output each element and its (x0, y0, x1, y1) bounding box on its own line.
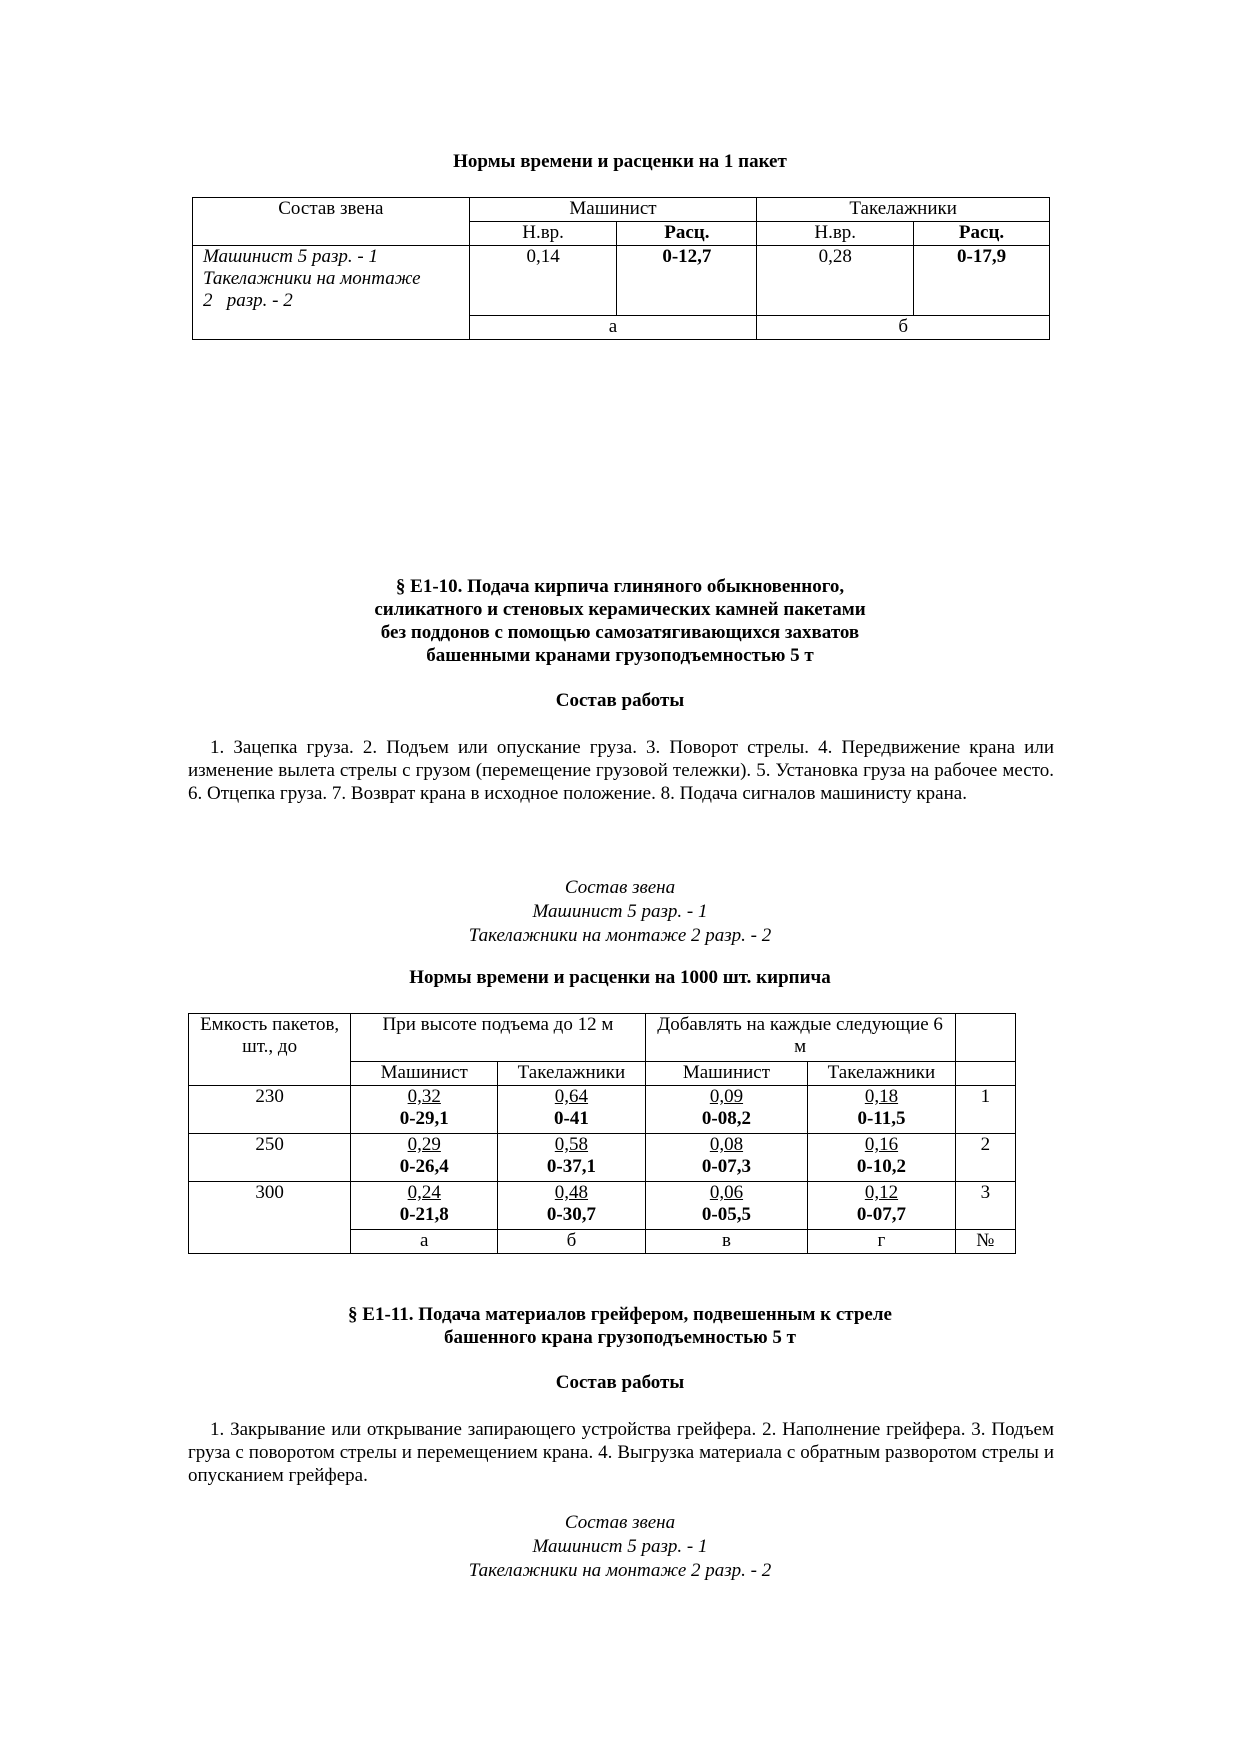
column-letter: б (498, 1230, 645, 1254)
col-header-rasc: Расц. (914, 222, 1050, 246)
work-text-paragraph: 1. Закрывание или открывание запирающего устройства грейфера. 2. Наполнение грейфера. 3. Подъем груза с поворотом стрелы и перемещением крана. 4. Выгрузка материала с обратным разворотом стрелы и опусканием грейфера. (188, 1419, 1054, 1486)
norms-table-1 (192, 197, 1050, 340)
column-letter: № (955, 1230, 1015, 1254)
table2-title: Нормы времени и расценки на 1000 шт. кирпича (409, 967, 831, 988)
title-line: башенными кранами грузоподъемностью 5 т (426, 645, 814, 666)
norm-time: 0,64 (554, 1086, 589, 1107)
norm-time: 0,58 (554, 1134, 589, 1155)
value-cell (808, 1086, 955, 1134)
norm-time: 0,32 (407, 1086, 441, 1107)
work-text-paragraph: 1. Зацепка груза. 2. Подъем или опускание груза. 3. Поворот стрелы. 4. Передвижение крана или изменение вылета стрелы с грузом (перемещение грузовой тележки). 5. Установка груза на рабочее место. 6. Отцепка груза. 7. Возврат крана в исходное положение. 8. Подача сигналов машинисту крана. (188, 737, 1054, 804)
norm-time: 0,08 (709, 1134, 744, 1155)
value-cell (808, 1182, 955, 1230)
crew-composition (0, 876, 1240, 948)
value-cell (351, 1182, 498, 1230)
col-header-crew: Состав звена (193, 198, 470, 246)
col-header-nvr: Н.вр. (757, 222, 914, 246)
rate: 0-07,3 (701, 1156, 751, 1177)
crew-line: Такелажники на монтаже 2 разр. - 2 (468, 1560, 772, 1581)
row-number: 1 (955, 1086, 1015, 1134)
col-header-capacity: Емкость пакетов, шт., до (189, 1014, 351, 1086)
table1-title: Нормы времени и расценки на 1 пакет (453, 151, 787, 172)
crew-line: Машинист 5 разр. - 1 (203, 246, 378, 267)
crew-line: Такелажники на монтаже (203, 268, 421, 289)
rate: 0-30,7 (546, 1204, 596, 1225)
value-cell (498, 1134, 645, 1182)
machinist-rasc: 0-12,7 (617, 246, 757, 316)
norm-time: 0,29 (407, 1134, 441, 1155)
column-letter: в (645, 1230, 808, 1254)
col-header-height: При высоте подъема до 12 м (351, 1014, 645, 1062)
column-letter-b: б (757, 316, 1050, 340)
work-composition-text (188, 736, 1054, 805)
title-line: без поддонов с помощью самозатягивающихся захватов (380, 622, 860, 643)
norms-table-2 (188, 1013, 1016, 1254)
work-composition-heading: Состав работы (555, 1372, 685, 1393)
rate: 0-05,5 (701, 1204, 751, 1225)
norm-time: 0,48 (554, 1182, 589, 1203)
column-letter-a: а (469, 316, 757, 340)
column-letter: а (351, 1230, 498, 1254)
rate: 0-08,2 (701, 1108, 751, 1129)
crew-heading: Состав звена (564, 1512, 676, 1533)
crew-cell (193, 246, 470, 340)
col-header-empty (955, 1062, 1015, 1086)
norm-time: 0,12 (864, 1182, 899, 1203)
machinist-nvr: 0,14 (469, 246, 617, 316)
table-row (189, 1134, 1016, 1182)
value-cell (351, 1134, 498, 1182)
crew-line: Машинист 5 разр. - 1 (532, 1536, 708, 1557)
value-cell (645, 1182, 808, 1230)
rate: 0-10,2 (856, 1156, 906, 1177)
rate: 0-21,8 (399, 1204, 449, 1225)
section-e1-10-title (0, 575, 1240, 667)
col-header-riggers: Такелажники (498, 1062, 645, 1086)
value-cell (645, 1086, 808, 1134)
title-line: силикатного и стеновых керамических камней пакетами (374, 599, 866, 620)
col-header-rasc: Расц. (617, 222, 757, 246)
col-header-machinist: Машинист (469, 198, 757, 222)
title-line: § Е1-10. Подача кирпича глиняного обыкновенного, (395, 576, 845, 597)
riggers-nvr: 0,28 (757, 246, 914, 316)
col-header-add: Добавлять на каждые следующие 6 м (645, 1014, 955, 1062)
col-header-nvr: Н.вр. (469, 222, 617, 246)
crew-line: Машинист 5 разр. - 1 (532, 901, 708, 922)
value-cell (645, 1134, 808, 1182)
table-row (189, 1086, 1016, 1134)
value-cell (498, 1182, 645, 1230)
col-header-riggers: Такелажники (757, 198, 1050, 222)
norm-time: 0,18 (864, 1086, 899, 1107)
norm-time: 0,09 (709, 1086, 744, 1107)
value-cell (808, 1134, 955, 1182)
work-composition-heading: Состав работы (555, 690, 685, 711)
capacity-cell: 300 (189, 1182, 351, 1254)
rate: 0-29,1 (399, 1108, 449, 1129)
crew-line: Такелажники на монтаже 2 разр. - 2 (468, 925, 772, 946)
col-header-machinist: Машинист (645, 1062, 808, 1086)
rate: 0-11,5 (857, 1108, 906, 1129)
crew-line: 2 разр. - 2 (203, 290, 293, 311)
col-header-machinist: Машинист (351, 1062, 498, 1086)
title-line: башенного крана грузоподъемностью 5 т (443, 1327, 797, 1348)
rate: 0-07,7 (856, 1204, 906, 1225)
value-cell (351, 1086, 498, 1134)
capacity-cell: 250 (189, 1134, 351, 1182)
col-header-riggers: Такелажники (808, 1062, 955, 1086)
capacity-cell: 230 (189, 1086, 351, 1134)
row-number: 3 (955, 1182, 1015, 1230)
section-e1-11-title (0, 1303, 1240, 1349)
norm-time: 0,06 (709, 1182, 744, 1203)
crew-heading: Состав звена (564, 877, 676, 898)
rate: 0-41 (554, 1108, 589, 1129)
norm-time: 0,16 (864, 1134, 899, 1155)
rate: 0-26,4 (399, 1156, 449, 1177)
title-line: § Е1-11. Подача материалов грейфером, подвешенным к стреле (348, 1304, 892, 1325)
table-row (189, 1182, 1016, 1230)
rate: 0-37,1 (546, 1156, 596, 1177)
column-letter: г (808, 1230, 955, 1254)
riggers-rasc: 0-17,9 (914, 246, 1050, 316)
work-composition-text (188, 1418, 1054, 1487)
value-cell (498, 1086, 645, 1134)
norm-time: 0,24 (407, 1182, 441, 1203)
col-header-empty (955, 1014, 1015, 1062)
crew-composition (0, 1511, 1240, 1583)
row-number: 2 (955, 1134, 1015, 1182)
